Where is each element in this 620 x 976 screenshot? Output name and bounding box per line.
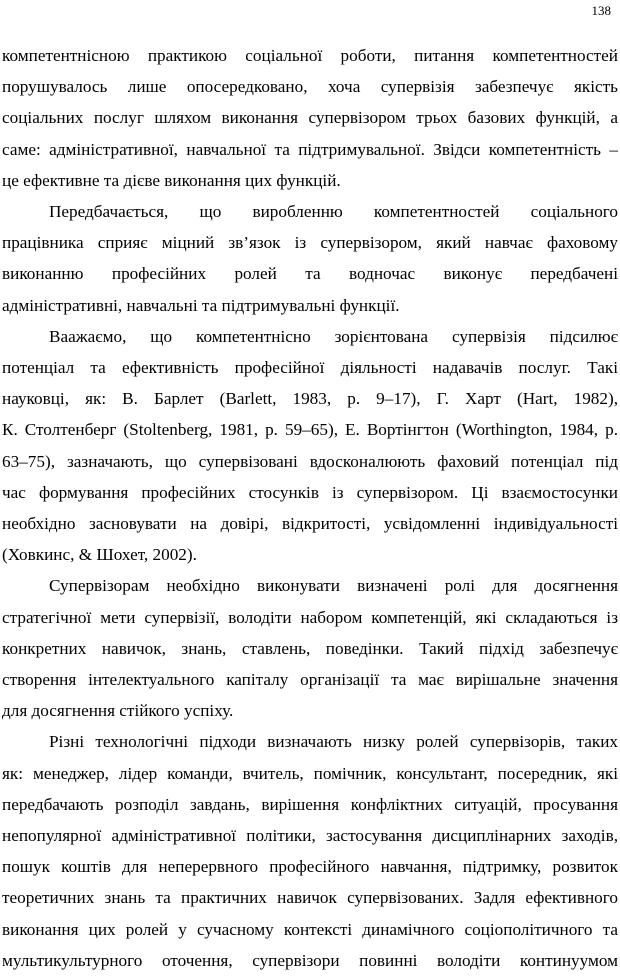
page-number: 138 (591, 3, 611, 18)
text-line: створення інтелектуального капіталу організації та має вирішальне значення (2, 670, 618, 690)
text-line: це ефективне та дієве виконання цих функцій. (2, 170, 341, 190)
text-line: Різні технологічні підходи визначають низку ролей супервізорів, таких (49, 732, 618, 752)
text-line: Ваажаємо, що компетентнісно зорієнтована супервізія підсилює (49, 326, 618, 346)
text-line: виконання цих ролей у сучасному контексті динамічного соціополітичного та (2, 919, 618, 939)
text-line: потенціал та ефективність професійної діяльності надавачів послуг. Такі (2, 358, 618, 378)
text-line: непопулярної адміністративної політики, застосування дисциплінарних заходів, (2, 826, 618, 846)
text-line: виконанню професійних ролей та водночас виконує передбачені (2, 264, 618, 284)
text-line: соціальних послуг шляхом виконання супервізором трьох базових функцій, а (2, 108, 618, 128)
text-line: конкретних навичок, знань, ставлень, поведінки. Такий підхід забезпечує (2, 638, 618, 658)
text-line: працівника сприяє міцний зв’язок із супервізором, який навчає фаховому (2, 233, 618, 253)
text-line: 63–75), зазначають, що супервізовані вдосконалюють фаховий потенціал під (2, 451, 618, 471)
text-line: передбачають розподіл завдань, вирішення конфліктних ситуацій, просування (2, 794, 618, 814)
text-line: саме: адміністративної, навчальної та підтримувальної. Звідси компетентність – (2, 139, 618, 159)
body-text (2, 40, 618, 976)
text-line: пошук коштів для неперервного професійного навчання, підтримку, розвиток (2, 857, 618, 877)
text-line: для досягнення стійкого успіху. (2, 701, 234, 721)
text-line: порушувалось лише опосередковано, хоча супервізія забезпечує якість (2, 77, 618, 97)
text-line: (Ховкинс, & Шохет, 2002). (2, 545, 197, 565)
text-line: як: менеджер, лідер команди, вчитель, помічник, консультант, посередник, які (2, 763, 618, 783)
text-line: К. Столтенберг (Stoltenberg, 1981, p. 59–65), Е. Вортінгтон (Worthington, 1984, p. (2, 420, 618, 440)
text-line: час формування професійних стосунків із супервізором. Ці взаємостосунки (2, 482, 618, 502)
text-line: теоретичних знань та практичних навичок супервізованих. Задля ефективного (2, 888, 618, 908)
text-line: адміністративні, навчальні та підтримувальні функції. (2, 295, 400, 315)
text-line: Передбачається, що виробленню компетентностей соціального (49, 202, 618, 222)
text-line: стратегічної мети супервізії, володіти набором компетенцій, які складаються із (2, 607, 618, 627)
text-line: мультикультурного оточення, супервізори повинні володіти континуумом (2, 950, 618, 970)
text-line: Супервізорам необхідно виконувати визначені ролі для досягнення (49, 576, 618, 596)
text-line: науковці, як: В. Барлет (Barlett, 1983, p. 9–17), Г. Харт (Hart, 1982), (2, 389, 618, 409)
text-line: необхідно засновувати на довірі, відкритості, усвідомленні індивідуальності (2, 514, 618, 534)
text-line: компетентнісною практикою соціальної роботи, питання компетентностей (2, 46, 618, 65)
